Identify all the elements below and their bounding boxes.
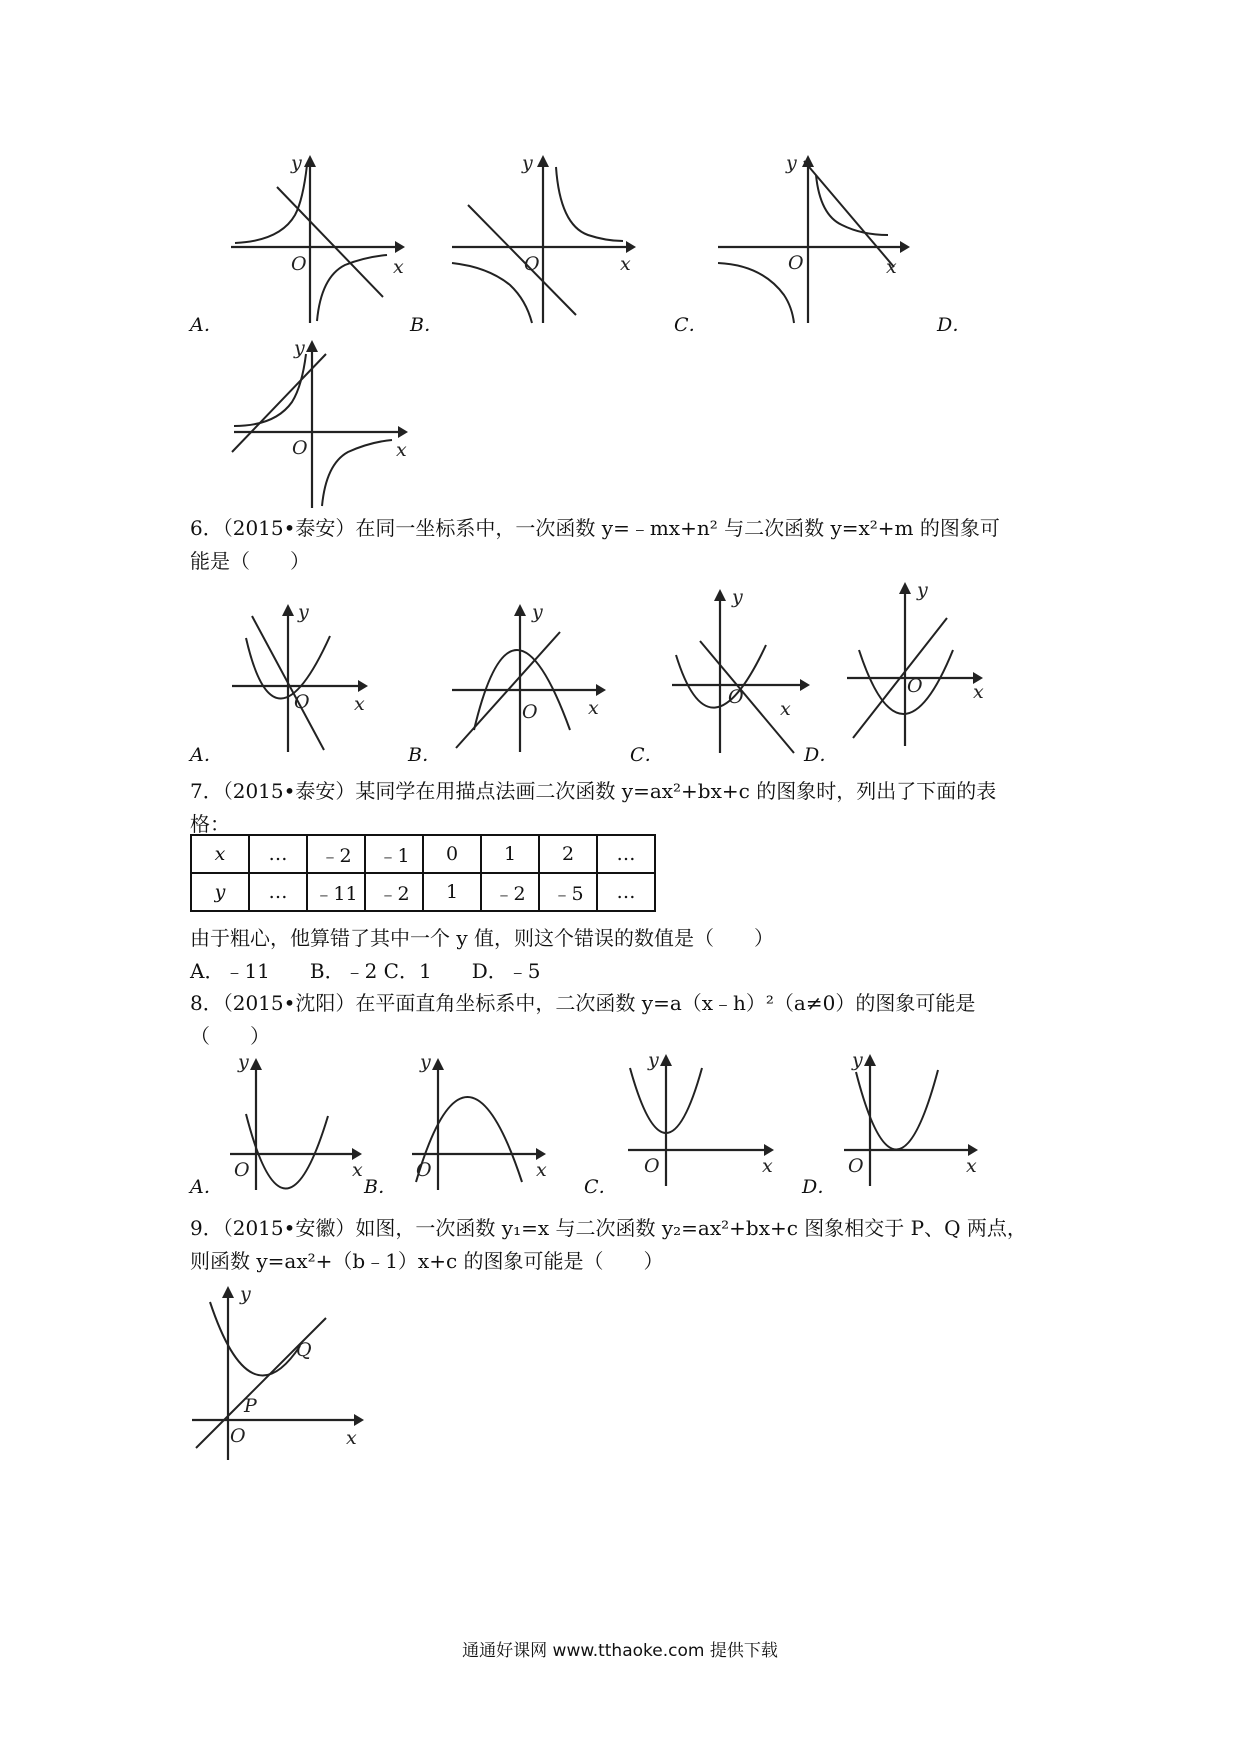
q6-option-d: D．	[804, 744, 839, 766]
q7-choices: A．﹣11 B．﹣2 C．1 D．﹣5	[190, 959, 541, 983]
q9-point-q: Q	[296, 1339, 312, 1361]
svg-text:y: y	[294, 337, 305, 359]
svg-text:O: O	[416, 1159, 432, 1181]
table-cell: x	[191, 835, 249, 873]
svg-text:y: y	[238, 1051, 249, 1073]
q8-option-d: D．	[802, 1176, 837, 1198]
q5-graph-d	[230, 337, 410, 510]
q5-option-a: A．	[190, 314, 223, 336]
svg-text:O: O	[788, 252, 804, 274]
q7-value-table	[190, 834, 656, 912]
q8-text-line2: （ ）	[190, 1024, 270, 1048]
svg-text:x: x	[346, 1427, 357, 1449]
q6-text-line2: 能是（ ）	[190, 549, 310, 573]
svg-text:O: O	[907, 675, 923, 697]
q7-text-line1: 7．（2015•泰安）某同学在用描点法画二次函数 y=ax²+bx+c 的图象时，列出了下面的表	[190, 779, 997, 803]
q9-point-p: P	[244, 1395, 257, 1417]
q6-graph-c	[670, 585, 810, 755]
svg-text:x: x	[354, 693, 365, 715]
q9-text-line2: 则函数 y=ax²+（b﹣1）x+c 的图象可能是（ ）	[190, 1249, 664, 1273]
q5-graph-b	[448, 152, 638, 325]
svg-text:y: y	[420, 1051, 431, 1073]
table-cell: ﹣2	[481, 873, 539, 911]
q8-option-b: B．	[364, 1176, 397, 1198]
svg-text:y: y	[291, 152, 302, 174]
table-cell: …	[249, 873, 307, 911]
page-footer: 通通好课网 www.tthaoke.com 提供下载	[462, 1641, 778, 1661]
svg-text:x: x	[396, 439, 407, 461]
svg-text:O: O	[234, 1159, 250, 1181]
svg-text:O: O	[230, 1425, 246, 1447]
svg-text:x: x	[966, 1155, 977, 1177]
q5-graph-c	[712, 152, 912, 325]
q9-text-line1: 9．（2015•安徽）如图，一次函数 y₁=x 与二次函数 y₂=ax²+bx+c 图象相交于 P、Q 两点，	[190, 1216, 1027, 1240]
svg-text:x: x	[588, 697, 599, 719]
q7-text-after: 由于粗心，他算错了其中一个 y 值，则这个错误的数值是（ ）	[190, 926, 775, 950]
table-cell: …	[597, 873, 655, 911]
q5-graph-a	[225, 152, 405, 325]
q6-graph-b	[450, 600, 610, 755]
svg-text:x: x	[886, 256, 897, 278]
svg-text:O: O	[294, 691, 310, 713]
svg-text:O: O	[522, 701, 538, 723]
table-cell: ﹣5	[539, 873, 597, 911]
q6-option-b: B．	[408, 744, 441, 766]
svg-text:y: y	[852, 1049, 863, 1071]
table-cell: 0	[423, 835, 481, 873]
svg-text:y: y	[917, 579, 928, 601]
q6-option-a: A．	[190, 744, 223, 766]
q6-graph-a	[230, 600, 370, 755]
svg-text:y: y	[786, 152, 797, 174]
svg-text:y: y	[732, 586, 743, 608]
q5-option-c: C．	[674, 314, 708, 336]
q8-graph-d	[842, 1048, 982, 1188]
q8-option-c: C．	[584, 1176, 618, 1198]
table-cell: 1	[481, 835, 539, 873]
svg-text:y: y	[240, 1283, 251, 1305]
svg-text:O: O	[728, 686, 744, 708]
svg-text:x: x	[536, 1159, 547, 1181]
q7-table-row-x	[191, 835, 655, 873]
svg-text:x: x	[973, 681, 984, 703]
table-cell: …	[597, 835, 655, 873]
svg-text:O: O	[291, 253, 307, 275]
svg-text:y: y	[522, 152, 533, 174]
q5-option-d: D．	[937, 314, 972, 336]
svg-text:y: y	[532, 601, 543, 623]
svg-text:x: x	[352, 1159, 363, 1181]
svg-text:x: x	[780, 698, 791, 720]
q6-graph-d	[845, 578, 985, 748]
q6-text-line1: 6．（2015•泰安）在同一坐标系中，一次函数 y=﹣mx+n² 与二次函数 y=x²+m 的图象可	[190, 516, 1000, 540]
table-cell: ﹣11	[307, 873, 365, 911]
q5-option-b: B．	[410, 314, 443, 336]
table-cell: y	[191, 873, 249, 911]
svg-text:O: O	[644, 1155, 660, 1177]
svg-text:O: O	[292, 437, 308, 459]
svg-text:O: O	[848, 1155, 864, 1177]
svg-text:O: O	[524, 253, 540, 275]
svg-text:y: y	[298, 601, 309, 623]
table-cell: ﹣2	[307, 835, 365, 873]
q8-graph-b	[410, 1052, 550, 1192]
svg-text:x: x	[620, 253, 631, 275]
table-cell: 2	[539, 835, 597, 873]
svg-text:x: x	[393, 256, 404, 278]
q8-graph-a	[228, 1052, 368, 1192]
table-cell: ﹣2	[365, 873, 423, 911]
q7-table-row-y	[191, 873, 655, 911]
table-cell: …	[249, 835, 307, 873]
q7-text-line2: 格：	[190, 812, 230, 836]
table-cell: ﹣1	[365, 835, 423, 873]
q8-graph-c	[626, 1048, 776, 1188]
table-cell: 1	[423, 873, 481, 911]
q6-option-c: C．	[630, 744, 664, 766]
q8-option-a: A．	[190, 1176, 223, 1198]
svg-text:x: x	[762, 1155, 773, 1177]
q8-text-line1: 8．（2015•沈阳）在平面直角坐标系中，二次函数 y=a（x﹣h）²（a≠0）的图象可能是	[190, 991, 976, 1015]
q9-graph	[190, 1282, 370, 1462]
svg-text:y: y	[648, 1049, 659, 1071]
